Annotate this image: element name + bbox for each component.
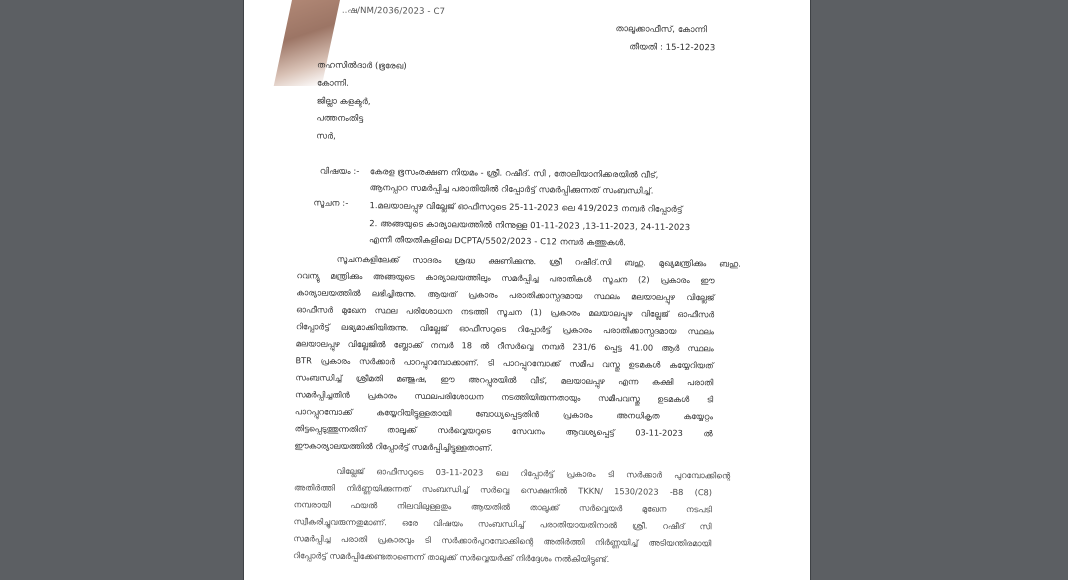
addressee-line: പത്തനംതിട്ട [316, 112, 364, 124]
letter-date: തീയതി : 15-12-2023 [629, 41, 716, 53]
paragraph-2-line: സ്വീകരിച്ചുവരുന്നതുമാണ്. ഒരേ വിഷയം സംബന്ധിച്ച് പരാതിയായതിനാൽ ശ്രീ. റഷീദ് സി [293, 516, 712, 532]
paragraph-2-line: അതിർത്തി നിർണ്ണയിക്കുന്നത് സംബന്ധിച്ച് സർവ്വെ സെക്ഷനിൽ TKKN/ 1530/2023 -B8 (C8) [293, 482, 713, 498]
addressee-line: കോന്നി. [316, 77, 350, 88]
reference-line: 1.മലയാലപ്പുഴ വില്ലേജ് ഓഫീസറുടെ 25-11-2023 ലെ 419/2023 നമ്പർ റിപ്പോർട്ട് [369, 200, 683, 214]
salutation: സർ, [316, 130, 336, 141]
viewer-background-left [0, 0, 242, 580]
paragraph-1-line: മലയാലപ്പുഴ വില്ലേജിൽ ബ്ലോക്ക് നമ്പർ 18 ൽ റീസർവ്വെ നമ്പർ 231/6 പ്പെട്ട 41.00 ആർ സ്ഥലം [295, 338, 714, 354]
reference-number: ..ഷ/NM/2036/2023 - C7 [341, 5, 446, 18]
paragraph-1-line: റവന്യു മന്ത്രിക്കും അങ്ങയുടെ കാര്യാലയത്തിലും സമർപ്പിച്ച പരാതികൾ സൂചന (2) പ്രകാരം ഈ [296, 270, 715, 286]
paragraph-1-line: സംബന്ധിച്ച് ശ്രീമതി മഞ്ജുഷ, ഈ അറപ്പുരയിൽ വീട്, മലയാലപ്പുഴ എന്ന കക്ഷി പരാതി [295, 372, 714, 388]
office-name: താലൂക്കാഫീസ്, കോന്നി [615, 23, 708, 35]
paragraph-2-line: സമർപ്പിച്ച പരാതി പ്രകാരവും ടി സർക്കാർപുറമ്പോക്കിന്റെ അതിർത്തി നിർണ്ണയിച്ച് അടിയന്തിരമായി [293, 533, 712, 549]
paragraph-1-line: BTR പ്രകാരം സർക്കാർ പാറപ്പുറമ്പോക്കാണ്. ടി പാറപ്പുറമ്പോക്ക് സമീപ വസ്തു ഉടമകൾ കയ്യേറിയത് [295, 355, 714, 371]
paragraph-2-line: വില്ലേജ് ഓഫീസറുടെ 03-11-2023 ലെ റിപ്പോർട്ട് പ്രകാരം ടി സർക്കാർ പുറമ്പോക്കിന്റെ [336, 465, 731, 481]
document-page[interactable] [243, 0, 811, 580]
paragraph-1-line: ഈകാര്യാലയത്തിൽ റിപ്പോർട്ട് സമർപ്പിച്ചിട്ടുള്ളതാണ്. [294, 440, 493, 453]
paragraph-1-line: റിപ്പോർട്ട് ലഭ്യമാക്കിയിരുന്നു. വില്ലേജ് ഓഫീസറുടെ റിപ്പോർട്ട് പ്രകാരം പരാതിക്കാസ്പദമായ സ്ഥലം [295, 321, 715, 337]
paragraph-2-line: നമ്പരായി ഫയൽ നിലവിലുള്ളതും ആയതിൽ താലൂക്ക് സർവ്വെയർ മുഖേന നടപടി [293, 499, 712, 515]
paragraph-1-line: ഓഫീസർ മുഖേന സ്ഥല പരിശോധന നടത്തി സൂചന (1) പ്രകാരം മലയാലപ്പുഴ വില്ലേജ് ഓഫീസർ [296, 304, 715, 320]
paragraph-2-line: റിപ്പോർട്ട് സമർപ്പിക്കേണ്ടതാണെന്ന് താലൂക്ക് സർവ്വെയർക്ക് നിർദ്ദേശം നൽകിയിട്ടുണ്ട്. [293, 550, 610, 565]
subject-line: ആനപ്പാറ സമർപ്പിച്ച പരാതിയിൽ റിപ്പോർട്ട് സമർപ്പിക്കുന്നത് സംബന്ധിച്ച്. [369, 182, 654, 196]
reference-line: എന്നീ തീയതികളിലെ DCPTA/5502/2023 - C12 നമ്പർ കത്തുകൾ. [369, 234, 627, 248]
paragraph-1-line: സൂചനകളിലേക്ക് സാദരം ശ്രദ്ധ ക്ഷണിക്കുന്നു. ശ്രീ റഷീദ്.സി ബഹു. മുഖ്യമന്ത്രിക്കും ബഹു. [336, 253, 741, 269]
subject-line: കേരള ഭൂസംരക്ഷണ നിയമം - ശ്രീ. റഷീദ്. സി , തോലിയാനിക്കരയിൽ വീട്, [369, 166, 659, 180]
paragraph-1-line: തിട്ടപ്പെടുത്തുന്നതിന് താലൂക്ക് സർവ്വെയറുടെ സേവനം ആവശ്യപ്പെട്ട് 03-11-2023 ൽ [294, 423, 713, 439]
viewer-background-right [812, 0, 1068, 580]
paragraph-1-line: പാറപ്പുറമ്പോക്ക് കയ്യേറിയിട്ടുള്ളതായി ബോധ്യപ്പെട്ടതിൻ പ്രകാരം അനധികൃത കയ്യേറ്റം [294, 406, 713, 422]
paragraph-1-line: സമർപ്പിച്ചതിൻ പ്രകാരം സ്ഥലപരിശോധന നടത്തിയിരുന്നതായും സമീപവസ്തു ഉടമകൾ ടി [295, 389, 714, 405]
letter-content [243, 0, 810, 580]
reference-line: 2. അങ്ങയുടെ കാര്യാലയത്തിൽ നിന്നുള്ള 01-11-2023 ,13-11-2023, 24-11-2023 [369, 218, 691, 233]
reference-label: സൂചന :- [313, 197, 349, 208]
paragraph-1-line: കാര്യാലയത്തിൽ ലഭിച്ചിരുന്നു. ആയത് പ്രകാരം പരാതിക്കാസ്പദമായ സ്ഥലം മലയാലപ്പുഴ വില്ലേജ് [296, 287, 715, 303]
subject-label: വിഷയം :- [319, 165, 360, 176]
addressee-line: തഹസിൽദാർ (ഭൂരേഖ) [317, 59, 407, 71]
addressee-line: ജില്ലാ കളക്ടർ, [316, 95, 371, 107]
